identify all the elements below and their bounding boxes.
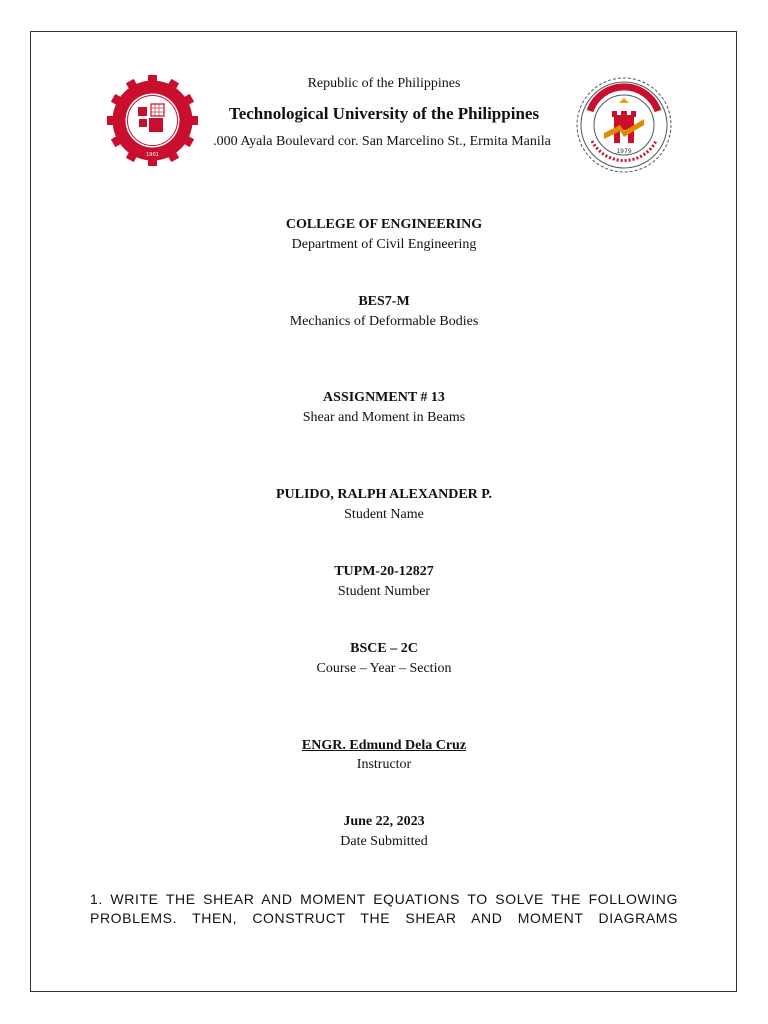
course-year-section: BSCE – 2C bbox=[350, 641, 418, 656]
instructor-label: Instructor bbox=[356, 757, 412, 772]
department-name: Department of Civil Engineering bbox=[291, 237, 477, 252]
college-name: COLLEGE OF ENGINEERING bbox=[285, 217, 483, 232]
course-year-section-label: Course – Year – Section bbox=[316, 661, 452, 676]
course-title: Mechanics of Deformable Bodies bbox=[289, 314, 479, 329]
question-text bbox=[90, 890, 678, 928]
svg-text:1901: 1901 bbox=[146, 152, 159, 158]
svg-text:1979: 1979 bbox=[616, 148, 632, 155]
student-number-label: Student Number bbox=[337, 584, 431, 599]
university-name: Technological University of the Philippines bbox=[228, 104, 540, 123]
university-address: .000 Ayala Boulevard cor. San Marcelino St., Ermita Manila bbox=[213, 134, 551, 149]
question-line-1: 1. WRITE THE SHEAR AND MOMENT EQUATIONS TO SOLVE THE FOLLOWING bbox=[90, 891, 678, 907]
instructor-name: ENGR. Edmund Dela Cruz bbox=[301, 738, 467, 753]
course-code: BES7-M bbox=[358, 294, 410, 309]
date-submitted: June 22, 2023 bbox=[343, 814, 425, 829]
assignment-title: ASSIGNMENT # 13 bbox=[323, 390, 445, 405]
republic-line: Republic of the Philippines bbox=[307, 76, 461, 91]
student-name-label: Student Name bbox=[344, 507, 424, 522]
student-number: TUPM-20-12827 bbox=[334, 564, 434, 579]
date-submitted-label: Date Submitted bbox=[340, 834, 428, 849]
assignment-subtitle: Shear and Moment in Beams bbox=[302, 410, 466, 425]
student-name: PULIDO, RALPH ALEXANDER P. bbox=[275, 487, 493, 502]
question-line-2: PROBLEMS. THEN, CONSTRUCT THE SHEAR AND MOMENT DIAGRAMS bbox=[90, 910, 678, 926]
